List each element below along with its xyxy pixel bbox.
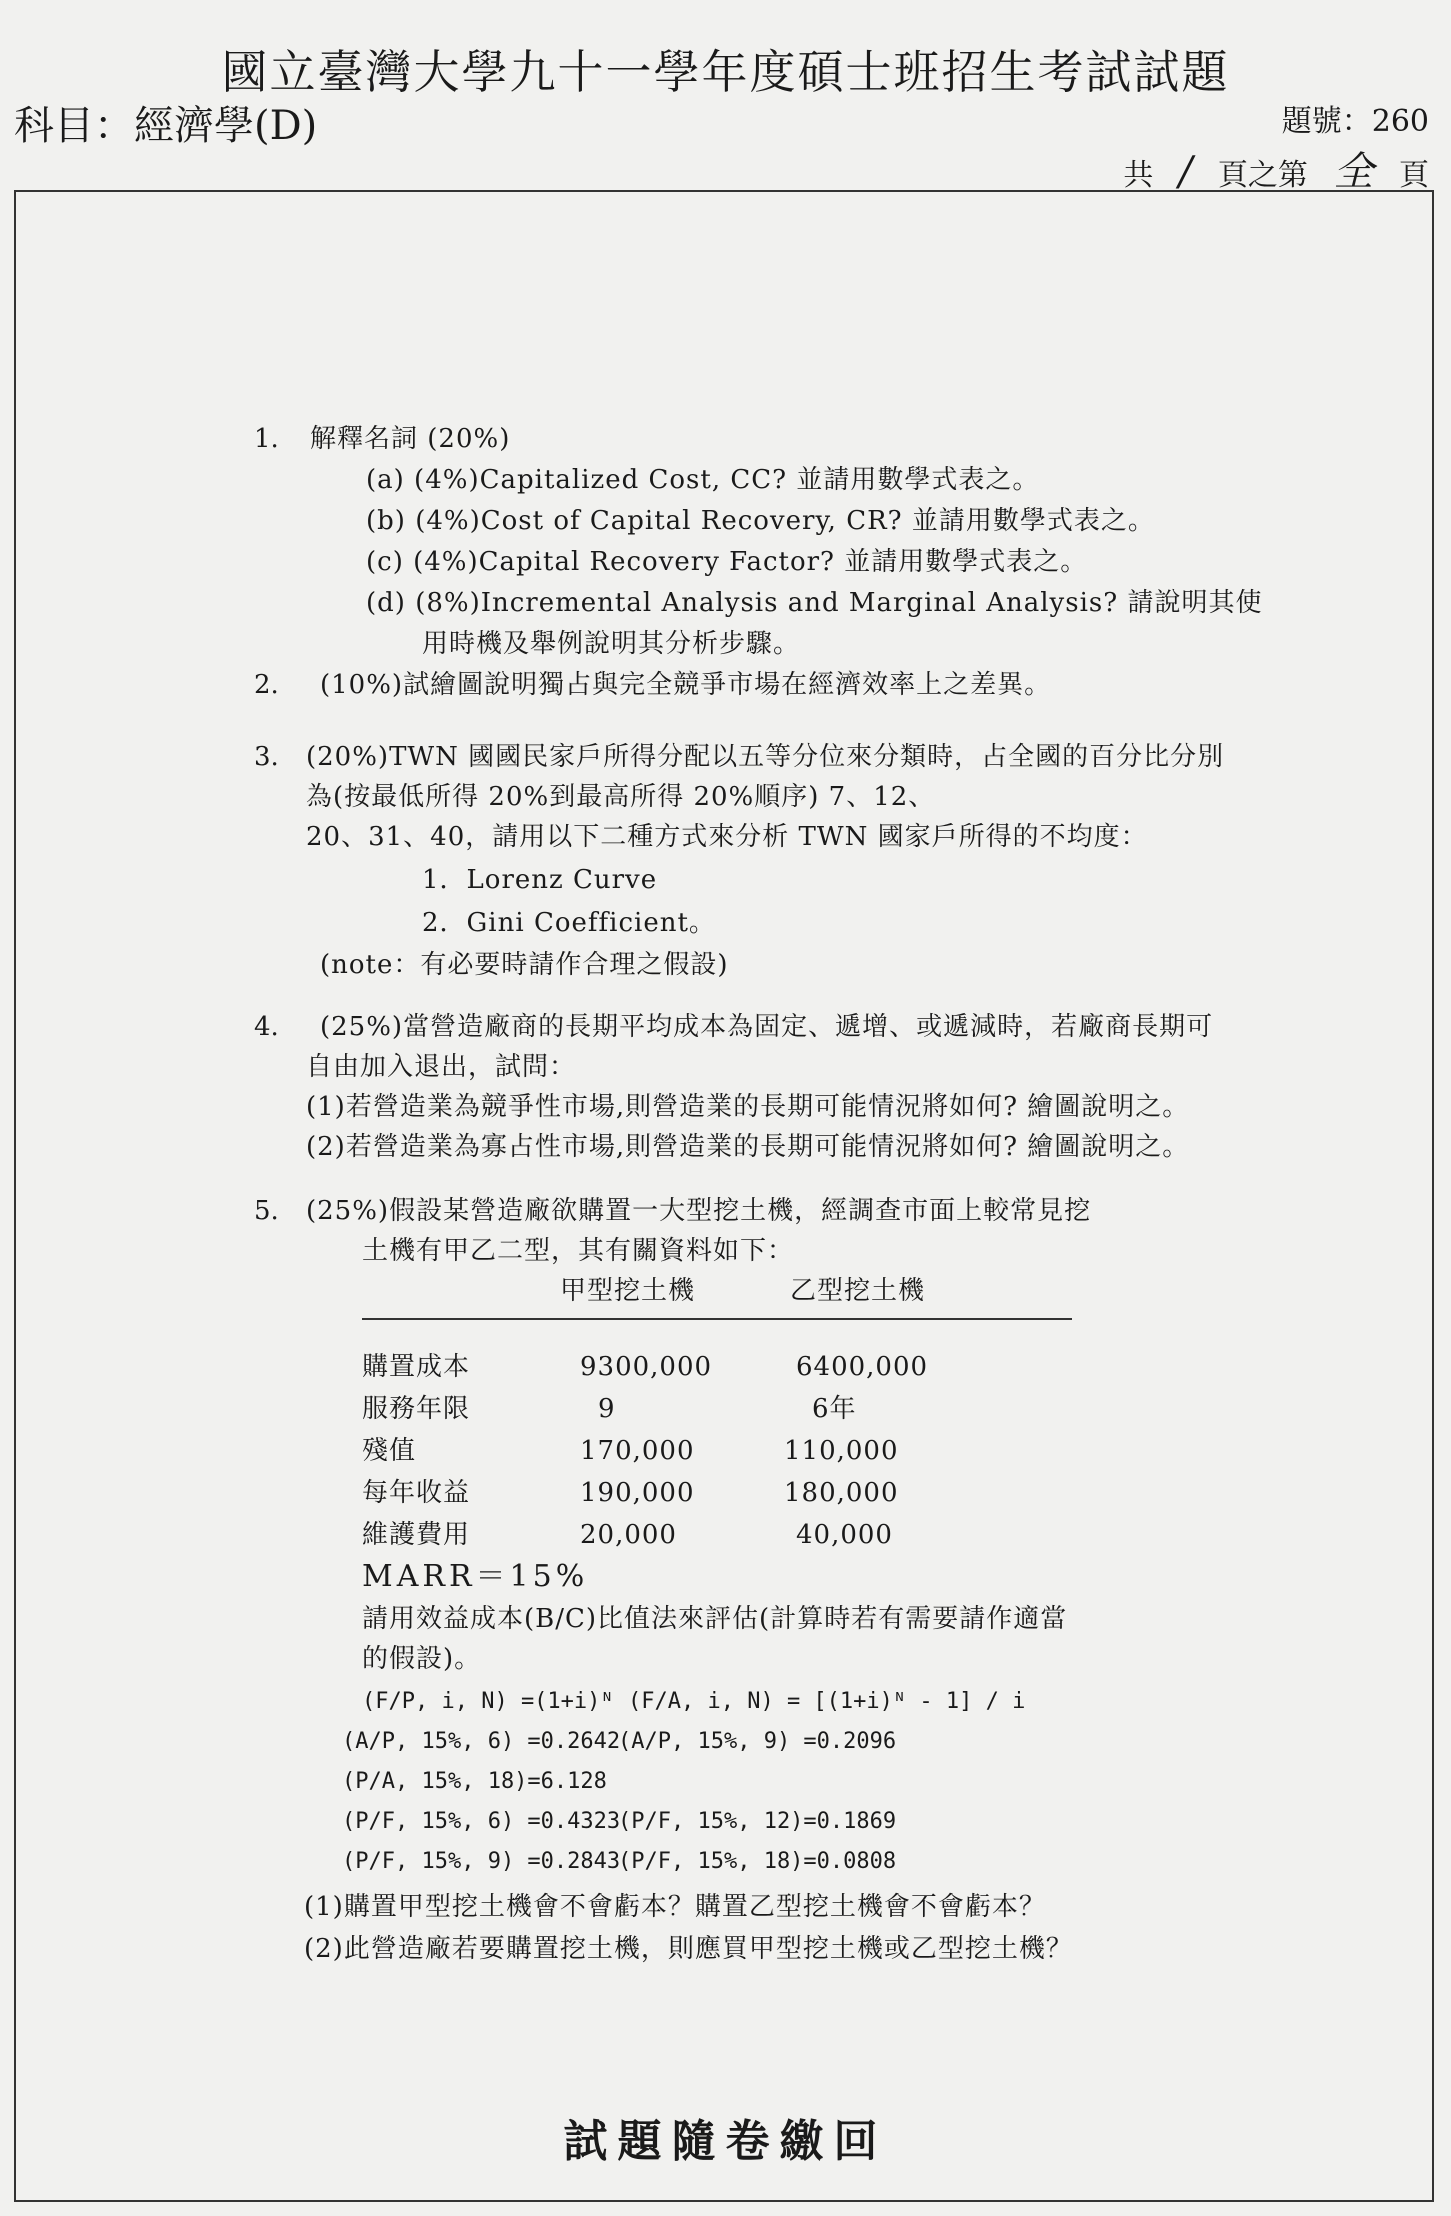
pages-suffix: 頁 [1399,158,1429,193]
q2-text: (10%)試繪圖說明獨占與完全競爭市場在經濟效率上之差異。 [320,670,1052,700]
table-header-type-a: 甲型挖土機 [560,1276,696,1306]
q5-line1: (25%)假設某營造廠欲購置一大型挖土機，經調查市面上較常見挖 [306,1196,1092,1226]
q5-instruction-line1: 請用效益成本(B/C)比值法來評估(計算時若有需要請作適當 [362,1604,1068,1634]
q3-item2: 2．Gini Coefficient。 [422,908,716,938]
formula-pf18: (P/F, 15%, 18)=0.0808 [618,1849,897,1874]
table-cell-label: 維護費用 [362,1520,471,1550]
q4-number: 4. [254,1012,279,1042]
q1-c: (c) (4%)Capital Recovery Factor? 並請用數學式表之。 [366,547,1088,577]
table-cell-a: 9300,000 [580,1352,713,1382]
page-count [1123,140,1429,197]
q3-number: 3. [254,742,279,772]
table-cell-a: 9 [598,1394,616,1424]
q1-number: 1. [254,424,279,454]
formula-pa18: (P/A, 15%, 18)=6.128 [342,1769,607,1794]
table-cell-label: 購置成本 [362,1352,471,1382]
table-cell-b: 6年 [812,1394,857,1424]
formula-ap6: (A/P, 15%, 6) =0.2642 [342,1729,621,1754]
subject-label: 科目：經濟學(D) [14,103,318,149]
formula-pf6: (P/F, 15%, 6) =0.4323 [342,1809,621,1834]
q5-line2: 土機有甲乙二型，其有關資料如下： [362,1236,795,1266]
table-cell-a: 20,000 [580,1520,677,1550]
table-rule [362,1318,1072,1320]
q1-title: 解釋名詞 (20%) [310,424,511,454]
q3-line1: (20%)TWN 國國民家戶所得分配以五等分位來分類時，占全國的百分比分別 [306,742,1225,772]
pages-total: / [1178,149,1193,195]
table-cell-b: 180,000 [784,1478,899,1508]
q3-note: (note：有必要時請作合理之假設) [320,950,729,980]
q4-line2: 自由加入退出，試問： [306,1052,577,1082]
q5-ask2: (2)此營造廠若要購置挖土機，則應買甲型挖土機或乙型挖土機？ [304,1934,1073,1964]
q1-a: (a) (4%)Capitalized Cost, CC? 並請用數學式表之。 [366,465,1040,495]
marr-value: MARR＝15% [362,1559,589,1594]
table-cell-label: 每年收益 [362,1478,471,1508]
formula-pf9: (P/F, 15%, 9) =0.2843 [342,1849,621,1874]
q3-item1: 1．Lorenz Curve [422,865,658,895]
pages-current: 全 [1333,149,1374,195]
pages-mid: 頁之第 [1217,158,1308,193]
q5-instruction-line2: 的假設)。 [362,1644,482,1674]
formula-fa: (F/A, i, N) = [(1+i)ᴺ - 1] / i [628,1689,1026,1714]
q3-line3: 20、31、40，請用以下二種方式來分析 TWN 國家戶所得的不均度： [306,822,1148,852]
table-cell-a: 170,000 [580,1436,695,1466]
table-cell-b: 40,000 [796,1520,893,1550]
formula-ap9: (A/P, 15%, 9) =0.2096 [618,1729,897,1754]
q5-ask1: (1)購置甲型挖土機會不會虧本？購置乙型挖土機會不會虧本？ [304,1892,1046,1922]
q4-line1: (25%)當營造廠商的長期平均成本為固定、遞增、或遞減時，若廠商長期可 [320,1012,1214,1042]
q3-line2: 為(按最低所得 20%到最高所得 20%順序) 7、12、 [306,782,936,812]
question-number: 題號：260 [1281,104,1429,139]
table-header-type-b: 乙型挖土機 [790,1276,926,1306]
table-cell-b: 6400,000 [796,1352,929,1382]
q2-number: 2. [254,670,279,700]
table-cell-label: 殘值 [362,1436,417,1466]
q5-number: 5. [254,1196,279,1226]
table-cell-a: 190,000 [580,1478,695,1508]
q4-line3: (1)若營造業為競爭性市場,則營造業的長期可能情況將如何? 繪圖說明之。 [306,1092,1190,1122]
q1-d-line2: 用時機及舉例說明其分析步驟。 [422,629,801,659]
formula-pf12: (P/F, 15%, 12)=0.1869 [618,1809,897,1834]
q1-b: (b) (4%)Cost of Capital Recovery, CR? 並請用數學式表之。 [366,506,1155,536]
exam-title: 國立臺灣大學九十一學年度碩士班招生考試試題 [221,45,1230,99]
formula-fp: (F/P, i, N) =(1+i)ᴺ [362,1689,614,1714]
table-cell-label: 服務年限 [362,1394,471,1424]
q4-line4: (2)若營造業為寡占性市場,則營造業的長期可能情況將如何? 繪圖說明之。 [306,1132,1190,1162]
q1-d-line1: (d) (8%)Incremental Analysis and Marginal Analysis? 請說明其使 [366,588,1263,618]
return-notice: 試題隨卷繳回 [563,2116,888,2167]
pages-prefix: 共 [1123,158,1154,193]
table-cell-b: 110,000 [784,1436,899,1466]
